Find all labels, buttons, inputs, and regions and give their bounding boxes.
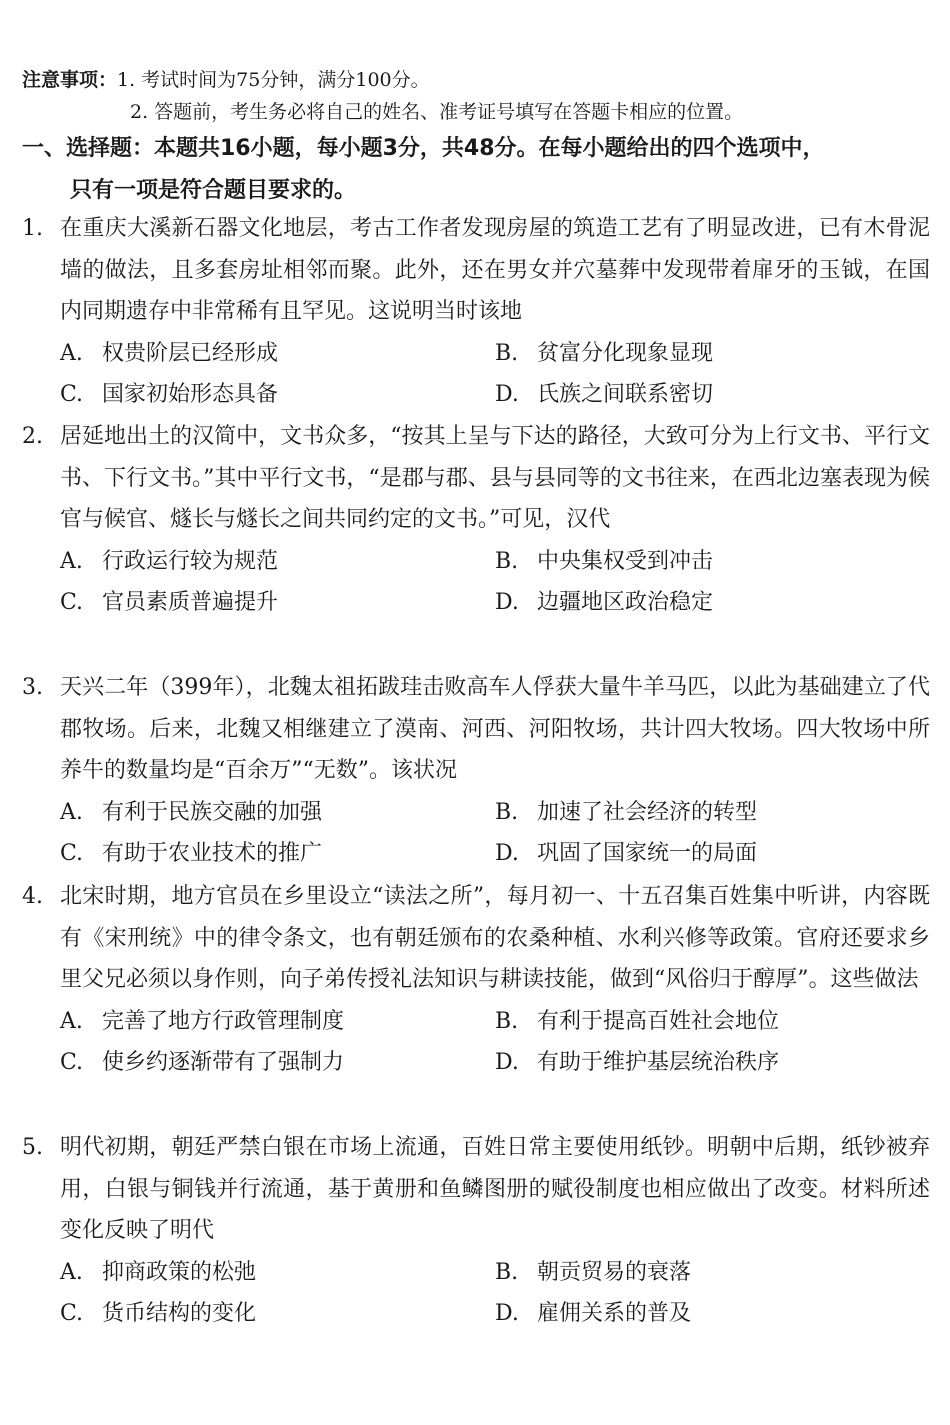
option-d: D. 雇佣关系的普及 (495, 1301, 692, 1327)
option-a: A. 权贵阶层已经形成 (60, 340, 279, 366)
question-4 (22, 876, 930, 1084)
question-number: 5. (22, 1135, 43, 1160)
option-d: D. 有助于维护基层统治秩序 (495, 1050, 780, 1076)
option-b: B. 加速了社会经济的转型 (495, 799, 758, 825)
question-number: 3. (22, 675, 43, 700)
question-stem: 明代初期，朝廷严禁白银在市场上流通，百姓日常主要使用纸钞。明朝中后期，纸钞被弃用，白银与铜钱并行流通，基于黄册和鱼鳞图册的赋役制度也相应做出了改变。材料所述变化反映了明代 (60, 1135, 930, 1244)
option-b: B. 中央集权受到冲击 (495, 548, 714, 574)
option-d: D. 巩固了国家统一的局面 (495, 841, 758, 867)
question-stem: 居延地出土的汉简中，文书众多，“按其上呈与下达的路径，大致可分为上行文书、平行文书、下行文书。”其中平行文书，“是郡与郡、县与县同等的文书往来，在西北边塞表现为候官与候官、燧长与燧长之间共同约定的文书。”可见，汉代 (60, 424, 930, 533)
option-c: C. 货币结构的变化 (60, 1301, 257, 1327)
option-a: A. 行政运行较为规范 (60, 548, 279, 574)
question-1 (22, 208, 930, 416)
notes-item-2: 2. 答题前，考生务必将自己的姓名、准考证号填写在答题卡相应的位置。 (130, 101, 744, 123)
option-c: C. 国家初始形态具备 (60, 382, 279, 408)
section-heading-line-2: 只有一项是符合题目要求的。 (70, 178, 357, 203)
option-c: C. 使乡约逐渐带有了强制力 (60, 1050, 345, 1076)
option-a: A. 抑商政策的松弛 (60, 1259, 257, 1285)
option-c: C. 官员素质普遍提升 (60, 590, 279, 616)
notes-item-1: 1. 考试时间为75分钟，满分100分。 (117, 69, 430, 91)
option-a: A. 有利于民族交融的加强 (60, 799, 323, 825)
option-d: D. 边疆地区政治稳定 (495, 590, 714, 616)
question-number: 1. (22, 216, 43, 241)
option-b: B. 有利于提高百姓社会地位 (495, 1008, 780, 1034)
option-d: D. 氏族之间联系密切 (495, 382, 714, 408)
section-heading (22, 128, 930, 212)
option-b: B. 朝贡贸易的衰落 (495, 1259, 692, 1285)
question-stem: 在重庆大溪新石器文化地层，考古工作者发现房屋的筑造工艺有了明显改进，已有木骨泥墙的做法，且多套房址相邻而聚。此外，还在男女并穴墓葬中发现带着扉牙的玉钺，在国内同期遗存中非常稀有且罕见。这说明当时该地 (60, 216, 930, 325)
option-b: B. 贫富分化现象显现 (495, 340, 714, 366)
question-2 (22, 416, 930, 624)
question-stem: 北宋时期，地方官员在乡里设立“读法之所”，每月初一、十五召集百姓集中听讲，内容既有《宋刑统》中的律令条文，也有朝廷颁布的农桑种植、水利兴修等政策。官府还要求乡里父兄必须以身作则，向子弟传授礼法知识与耕读技能，做到“风俗归于醇厚”。这些做法 (60, 884, 930, 993)
option-c: C. 有助于农业技术的推广 (60, 841, 323, 867)
exam-notes (22, 64, 743, 128)
question-number: 2. (22, 424, 43, 449)
question-stem: 天兴二年（399年），北魏太祖拓跋珪击败高车人俘获大量牛羊马匹，以此为基础建立了代郡牧场。后来，北魏又相继建立了漠南、河西、河阳牧场，共计四大牧场。四大牧场中所养牛的数量均是“百余万”“无数”。该状况 (60, 675, 930, 784)
notes-label: 注意事项： (22, 69, 118, 91)
question-3 (22, 667, 930, 875)
question-5 (22, 1127, 930, 1335)
question-number: 4. (22, 884, 43, 909)
option-a: A. 完善了地方行政管理制度 (60, 1008, 345, 1034)
section-heading-line-1: 一、选择题：本题共16小题，每小题3分，共48分。在每小题给出的四个选项中， (22, 136, 825, 161)
